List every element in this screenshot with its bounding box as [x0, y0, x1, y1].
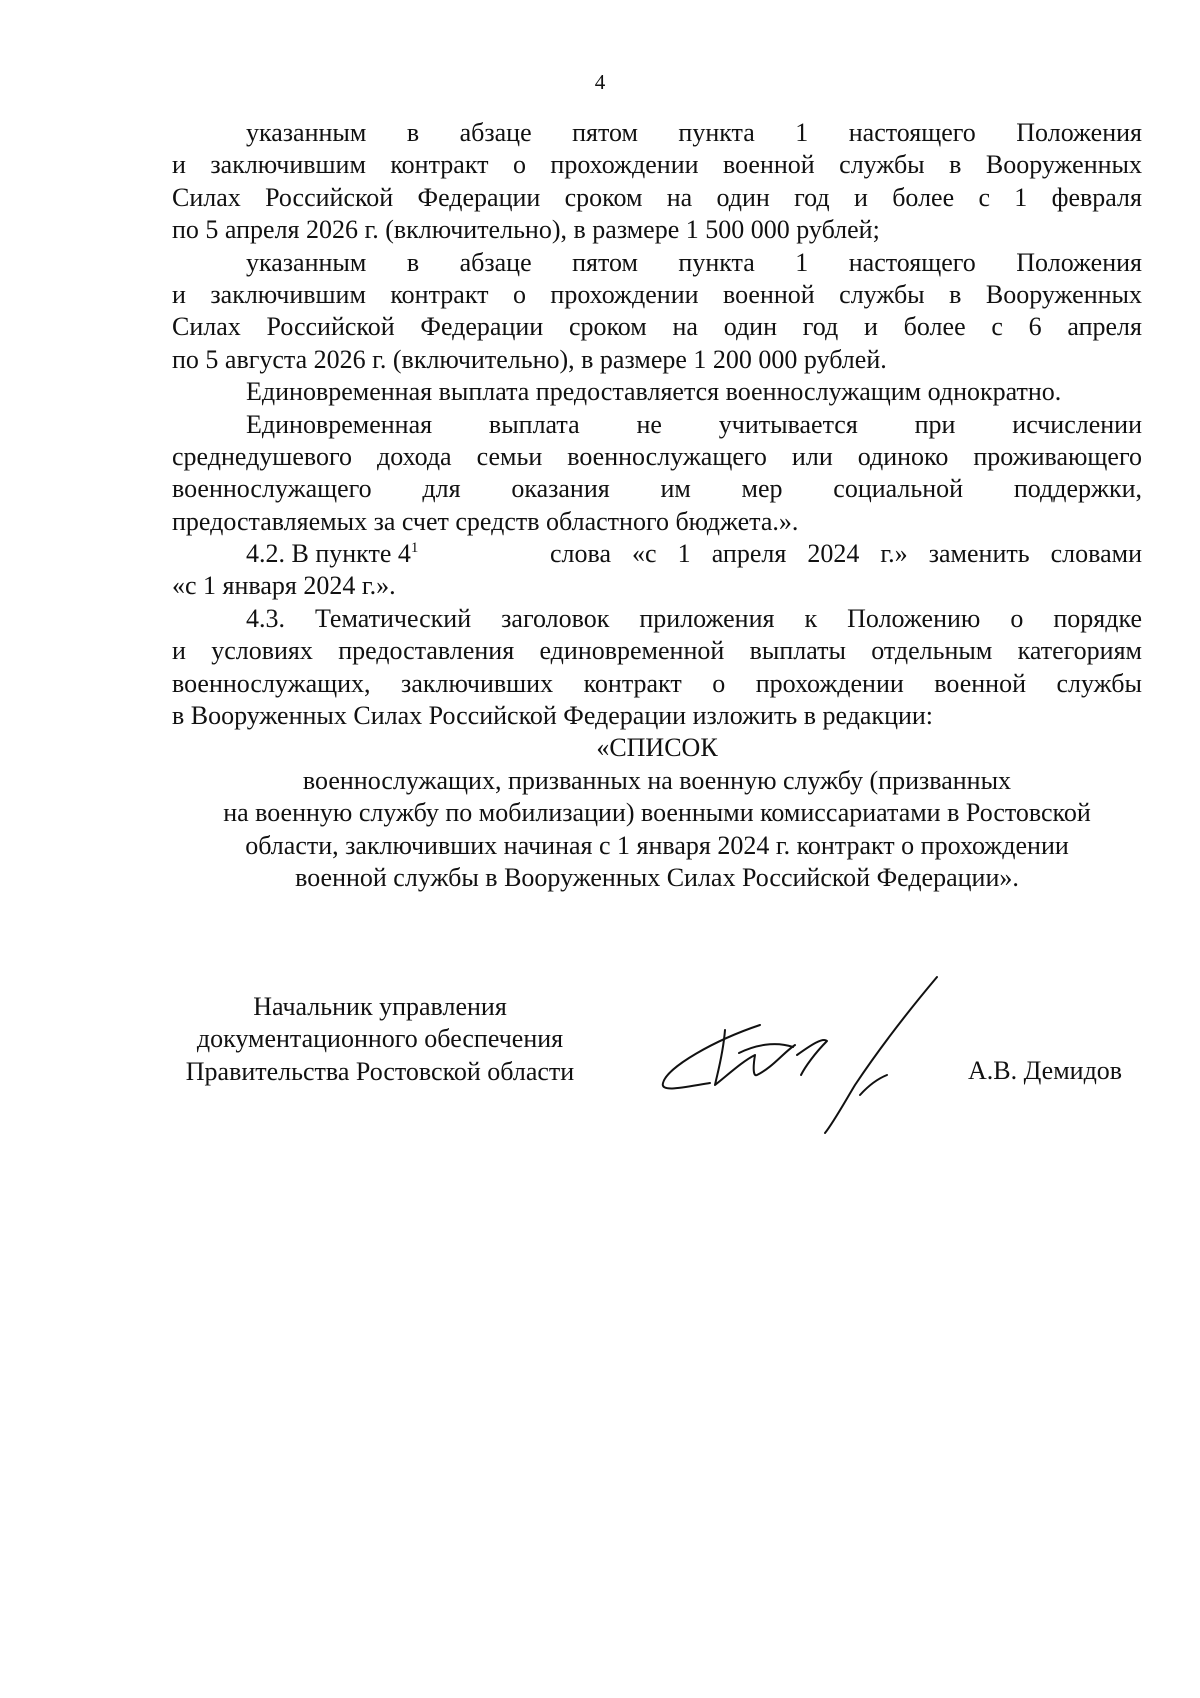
text-line: среднедушевого дохода семьи военнослужащего или одиноко проживающего [172, 441, 1142, 471]
text-line: военнослужащего для оказания им мер социальной поддержки, [172, 474, 1142, 504]
text-line: и заключившим контракт о прохождении военной службы в Вооруженных [172, 279, 1142, 309]
list-heading-line: области, заключивших начиная с 1 января 2024 г. контракт о прохождении [245, 830, 1069, 860]
signatory-title-line: Начальник управления [253, 992, 507, 1021]
clause-4-2-start [246, 538, 418, 570]
text-line: военнослужащих, заключивших контракт о прохождении военной службы [172, 668, 1142, 698]
handwritten-signature [655, 975, 955, 1135]
text-line: Силах Российской Федерации сроком на один год и более с 6 апреля [172, 312, 1142, 342]
text-line: и условиях предоставления единовременной выплаты отдельным категориям [172, 636, 1142, 666]
signatory-title-line: Правительства Ростовской области [185, 1056, 575, 1086]
text-line: указанным в абзаце пятом пункта 1 настоящего Положения [246, 118, 1142, 147]
text-line: Силах Российской Федерации сроком на один год и более с 1 февраля [172, 182, 1142, 212]
document-body [172, 117, 1142, 894]
text-line: Единовременная выплата предоставляется военнослужащим однократно. [246, 377, 1062, 407]
signatory-title [150, 991, 610, 1088]
text-line-clause-4-2 [172, 538, 1142, 570]
signatory-title-line: документационного обеспечения [196, 1024, 564, 1054]
superscript: 1 [410, 540, 419, 557]
list-heading-line: военной службы в Вооруженных Силах Российской Федерации». [295, 862, 1019, 892]
signatory-name: А.В. Демидов [968, 1056, 1123, 1085]
text-line: по 5 апреля 2026 г. (включительно), в размере 1 500 000 рублей; [172, 215, 880, 245]
clause-4-2-rest: слова «с 1 апреля 2024 г.» заменить словами [550, 539, 1142, 569]
page-number: 4 [594, 70, 606, 94]
list-heading-line: военнослужащих, призванных на военную службу (призванных [302, 765, 1012, 795]
text-line: указанным в абзаце пятом пункта 1 настоящего Положения [246, 247, 1142, 277]
text-line: по 5 августа 2026 г. (включительно), в размере 1 200 000 рублей. [172, 344, 887, 374]
clause-4-2-text: 4.2. В пункте 4 [246, 539, 411, 569]
text-line: предоставляемых за счет средств областного бюджета.». [172, 506, 799, 536]
text-line: Единовременная выплата не учитывается при исчислении [246, 409, 1142, 439]
list-heading-line: на военную службу по мобилизации) военными комиссариатами в Ростовской [223, 798, 1091, 828]
text-line: в Вооруженных Силах Российской Федерации изложить в редакции: [172, 701, 934, 731]
text-line: и заключившим контракт о прохождении военной службы в Вооруженных [172, 150, 1142, 180]
list-heading: «СПИСОК [596, 733, 718, 763]
text-line: 4.3. Тематический заголовок приложения к Положению о порядке [246, 603, 1142, 633]
text-line: «с 1 января 2024 г.». [172, 571, 396, 601]
